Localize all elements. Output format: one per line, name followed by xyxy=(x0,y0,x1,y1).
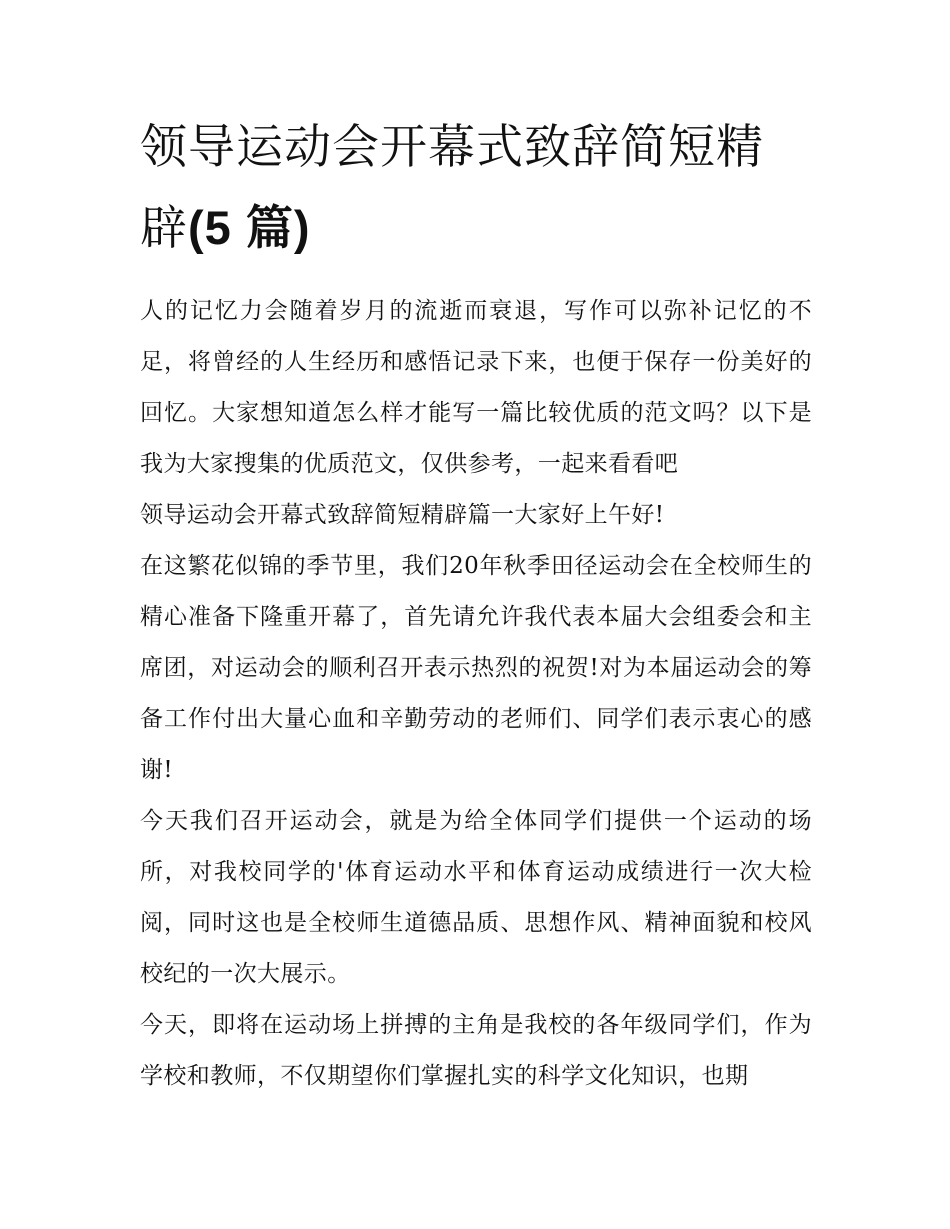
paragraph-opening: 在这繁花似锦的季节里，我们20年秋季田径运动会在全校师生的精心准备下隆重开幕了，首先请允许我代表本届大会组委会和主席团，对运动会的顺利召开表示热烈的祝贺!对为本届运动会的筹备工作付出大量心血和辛勤劳动的老师们、同学们表示衷心的感谢! xyxy=(140,553,812,783)
document-content xyxy=(140,108,812,1102)
title-line-2-prefix: 辟 xyxy=(140,201,188,256)
paragraph-section-heading: 领导运动会开幕式致辞简短精辟篇一大家好上午好! xyxy=(140,502,665,528)
title-line-2-count: (5 篇) xyxy=(188,201,311,254)
document-body xyxy=(140,286,812,1102)
paragraph-purpose: 今天我们召开运动会，就是为给全体同学们提供一个运动的场所，对我校同学的'体育运动水平和体育运动成绩进行一次大检阅，同时这也是全校师生道德品质、思想作风、精神面貌和校风校纪的一次大展示。 xyxy=(140,808,812,987)
document-title xyxy=(140,108,812,269)
title-line-1: 领导运动会开幕式致辞简短精 xyxy=(140,120,764,175)
paragraph-intro: 人的记忆力会随着岁月的流逝而衰退，写作可以弥补记忆的不足，将曾经的人生经历和感悟记录下来，也便于保存一份美好的回忆。大家想知道怎么样才能写一篇比较优质的范文吗？以下是我为大家搜集的优质范文，仅供参考，一起来看看吧 xyxy=(140,298,812,477)
paragraph-expectation: 今天，即将在运动场上拼搏的主角是我校的各年级同学们，作为学校和教师，不仅期望你们掌握扎实的科学文化知识，也期 xyxy=(140,1012,812,1089)
